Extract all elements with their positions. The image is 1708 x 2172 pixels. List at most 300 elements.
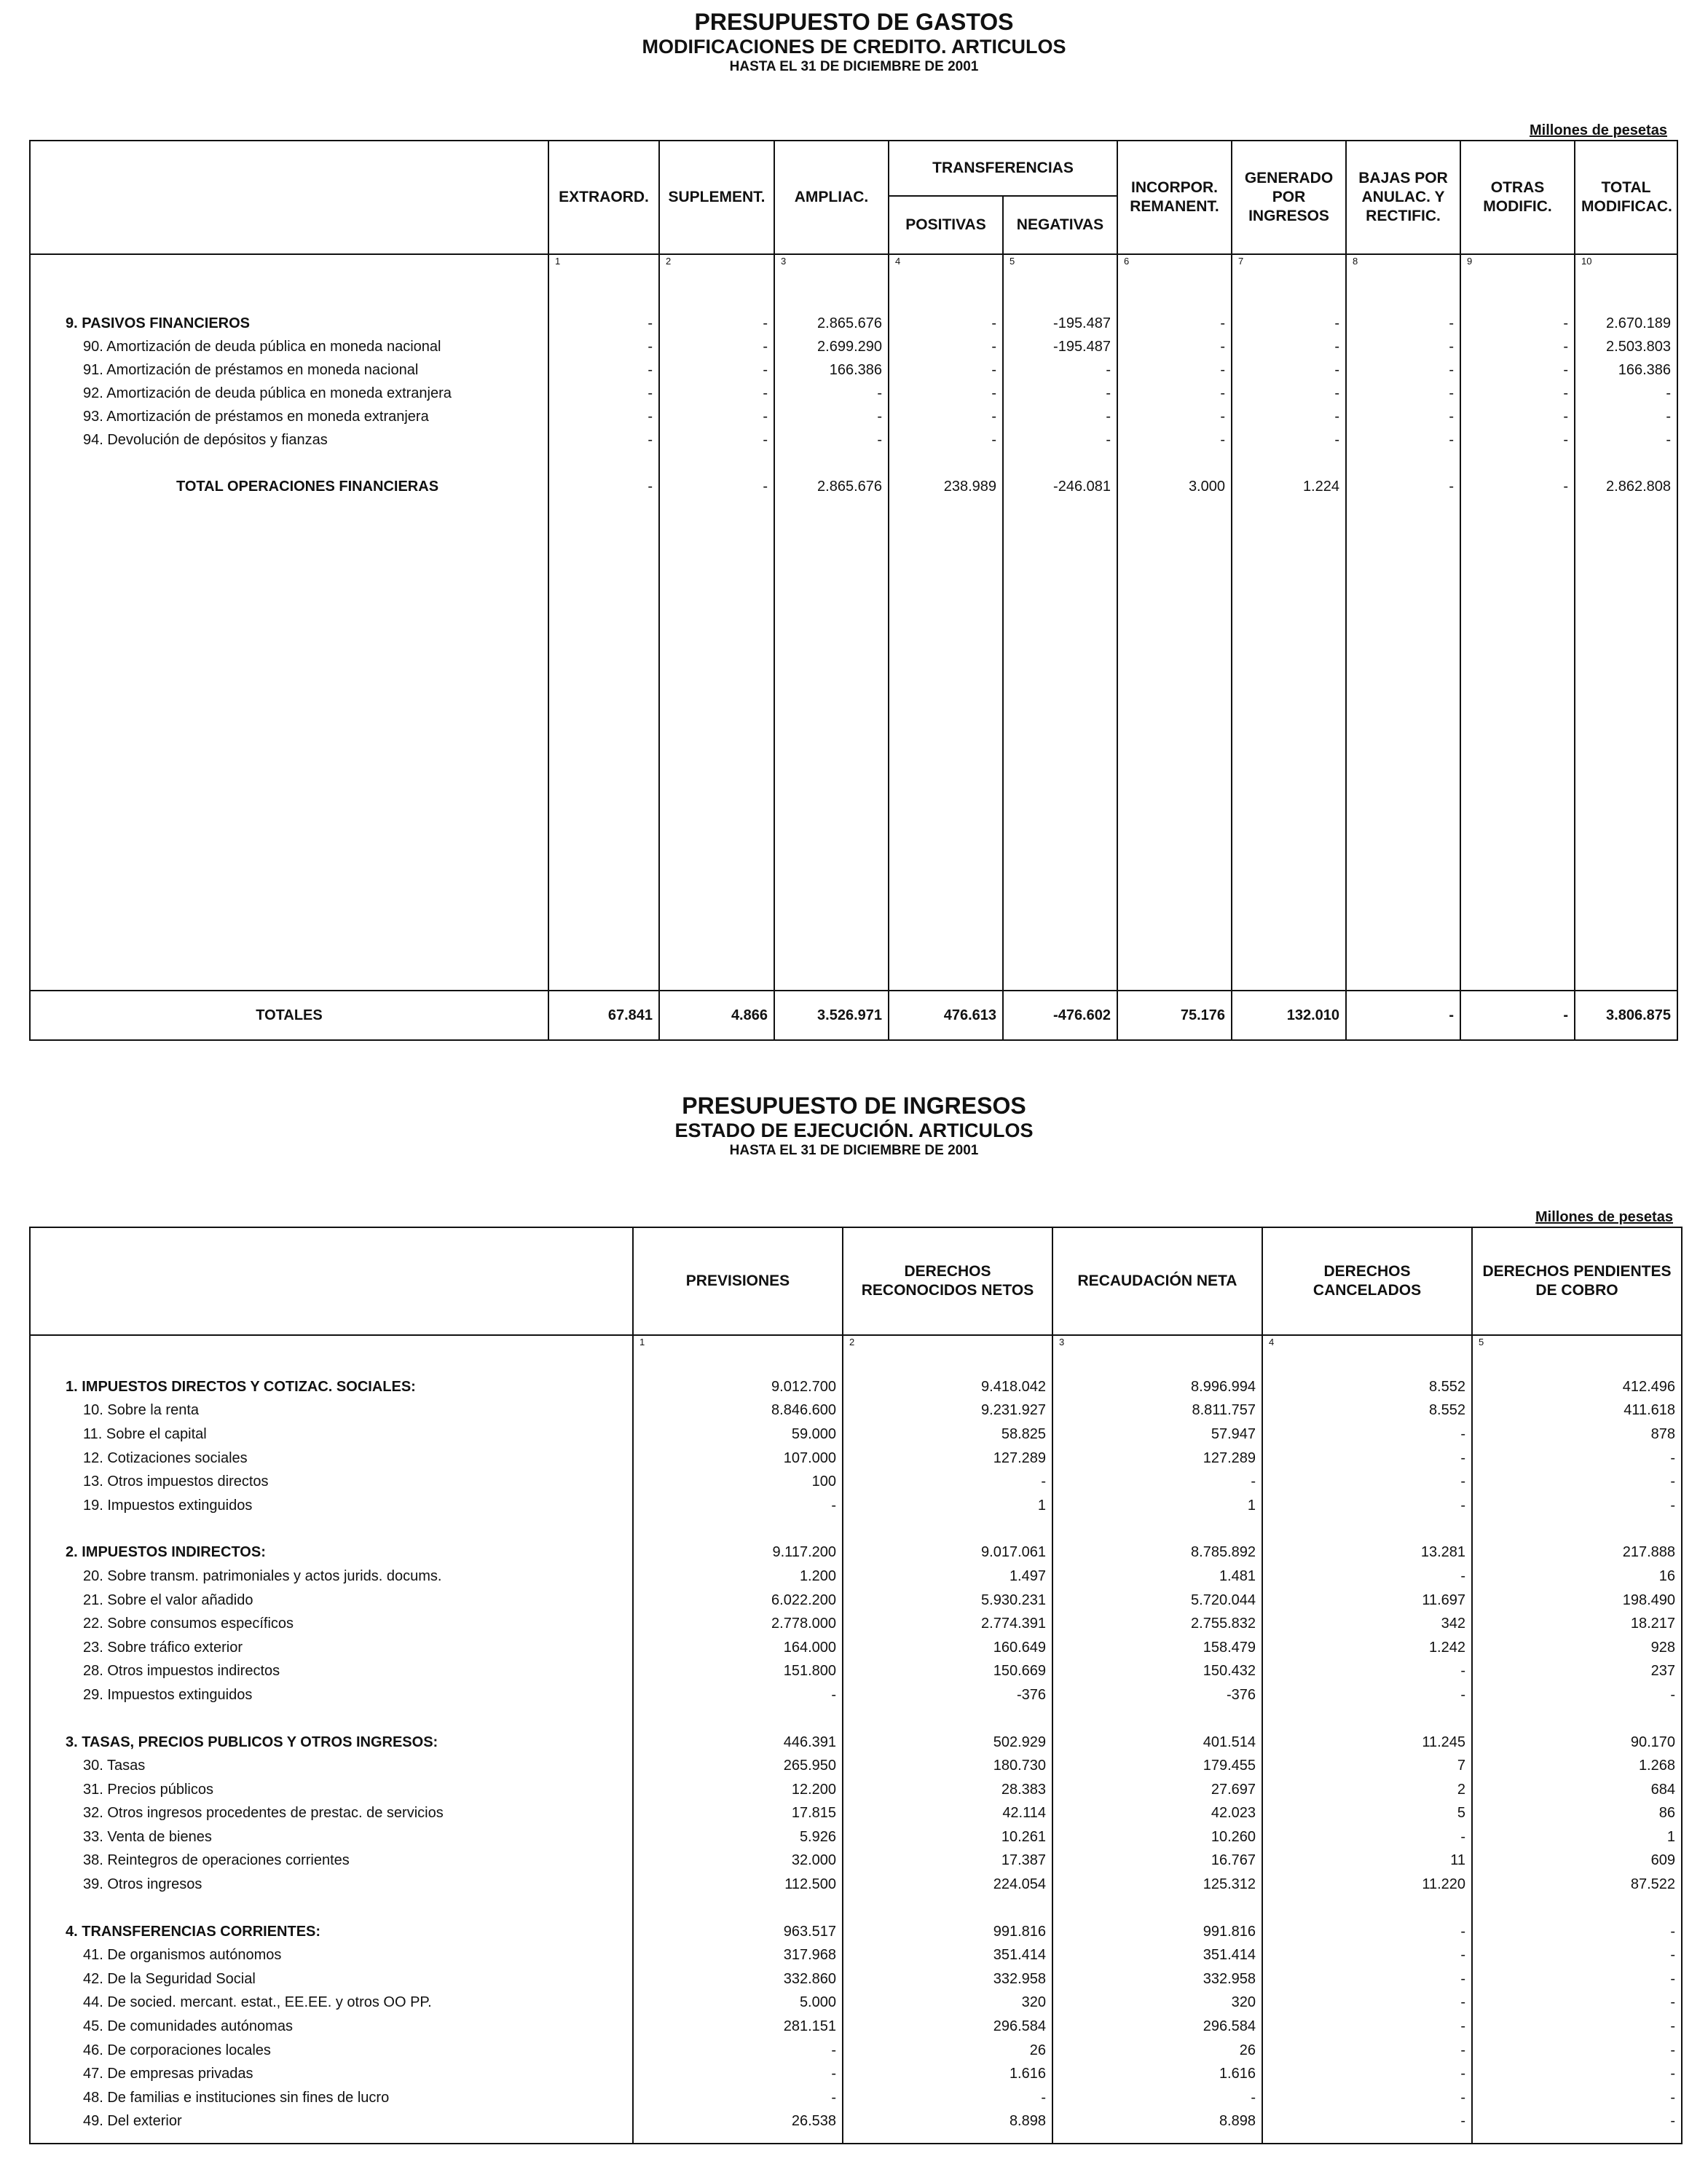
ingresos-cell: - (1472, 2086, 1682, 2110)
ingresos-cell: 5 (1262, 1802, 1472, 1826)
ingresos-cell: - (1262, 1825, 1472, 1849)
ingresos-row-label: 4. TRANSFERENCIAS CORRIENTES: (30, 1920, 633, 1944)
spacer-cell (1052, 1707, 1262, 1731)
ingresos-cell: 28.383 (843, 1778, 1052, 1802)
ingresos-cell: 26.538 (633, 2110, 843, 2134)
gastos-cell: - (1460, 358, 1575, 382)
ingresos-titles (0, 1093, 1708, 1160)
ingresos-row (30, 1447, 1682, 1471)
ingresos-cell: - (1472, 1494, 1682, 1518)
gastos-header-negativas: NEGATIVAS (1003, 196, 1117, 254)
spacer-cell (1346, 452, 1460, 475)
ingresos-cell: 9.017.061 (843, 1541, 1052, 1565)
gastos-cell: - (1232, 428, 1346, 452)
ingresos-cell: 9.117.200 (633, 1541, 843, 1565)
gastos-col-number: 8 (1346, 254, 1460, 268)
ingresos-cell: 217.888 (1472, 1541, 1682, 1565)
ingresos-row-label: 23. Sobre tráfico exterior (30, 1636, 633, 1660)
gastos-cell: - (1460, 335, 1575, 358)
ingresos-cell: 127.289 (843, 1447, 1052, 1471)
spacer-cell (1262, 1707, 1472, 1731)
gastos-cell: 166.386 (1575, 358, 1677, 382)
gastos-col-number: 5 (1003, 254, 1117, 268)
ingresos-cell: 100 (633, 1470, 843, 1494)
ingresos-row-label: 30. Tasas (30, 1754, 633, 1778)
spacer-cell (659, 452, 774, 475)
gastos-cell: - (1232, 405, 1346, 428)
ingresos-cell: - (1052, 1470, 1262, 1494)
ingresos-row (30, 1470, 1682, 1494)
spacer-cell (633, 2133, 843, 2144)
ingresos-cell: 17.815 (633, 1802, 843, 1826)
spacer-cell (1575, 452, 1677, 475)
gastos-cell: - (1575, 428, 1677, 452)
ingresos-row (30, 1565, 1682, 1589)
ingresos-row-label: 33. Venta de bienes (30, 1825, 633, 1849)
ingresos-row-label: 28. Otros impuestos indirectos (30, 1660, 633, 1684)
gastos-total-cell: 4.866 (659, 991, 774, 1040)
gastos-row-label: 90. Amortización de deuda pública en moneda nacional (30, 335, 548, 358)
ingresos-col-number: 1 (633, 1335, 843, 1349)
ingresos-cell: 878 (1472, 1423, 1682, 1447)
gastos-cell: - (774, 405, 889, 428)
gastos-cell: - (1346, 382, 1460, 405)
gastos-cell: - (659, 335, 774, 358)
ingresos-header-previsiones: PREVISIONES (633, 1227, 843, 1335)
spacer-cell (774, 452, 889, 475)
ingresos-cell: - (1262, 1683, 1472, 1707)
ingresos-cell: 265.950 (633, 1754, 843, 1778)
ingresos-row-label: 2. IMPUESTOS INDIRECTOS: (30, 1541, 633, 1565)
ingresos-cell: 351.414 (1052, 1943, 1262, 1967)
ingresos-cell: 5.926 (633, 1825, 843, 1849)
ingresos-cell: 164.000 (633, 1636, 843, 1660)
ingresos-cell: - (1262, 2086, 1472, 2110)
gastos-col-number: 2 (659, 254, 774, 268)
ingresos-cell: 59.000 (633, 1423, 843, 1447)
gastos-total-cell: 75.176 (1117, 991, 1232, 1040)
spacer-cell (659, 268, 774, 312)
spacer-cell (1117, 268, 1232, 312)
gastos-cell: -195.487 (1003, 312, 1117, 335)
gastos-cell: - (889, 312, 1003, 335)
gastos-row (30, 312, 1677, 335)
ingresos-row (30, 2062, 1682, 2086)
gastos-cell: - (1003, 382, 1117, 405)
spacer-cell (1003, 452, 1117, 475)
ingresos-cell: - (633, 1494, 843, 1518)
ingresos-spacer (30, 1518, 1682, 1541)
ingresos-title: PRESUPUESTO DE INGRESOS (682, 1093, 1026, 1119)
ingresos-cell: - (1262, 1920, 1472, 1944)
ingresos-cell: - (1472, 2015, 1682, 2039)
gastos-col-number: 4 (889, 254, 1003, 268)
ingresos-cell: 8.785.892 (1052, 1541, 1262, 1565)
ingresos-spacer (30, 1707, 1682, 1731)
ingresos-cell: 12.200 (633, 1778, 843, 1802)
ingresos-cell: 27.697 (1052, 1778, 1262, 1802)
ingresos-cell: - (1262, 1660, 1472, 1684)
spacer-cell (548, 498, 659, 991)
ingresos-cell: 10.260 (1052, 1825, 1262, 1849)
gastos-cell: - (548, 312, 659, 335)
spacer-cell (30, 1707, 633, 1731)
ingresos-cell: 6.022.200 (633, 1589, 843, 1613)
ingresos-cell: 502.929 (843, 1731, 1052, 1755)
gastos-cell: - (889, 428, 1003, 452)
gastos-totals-label: TOTALES (30, 991, 548, 1040)
ingresos-cell: - (1262, 1494, 1472, 1518)
spacer-cell (843, 2133, 1052, 2144)
ingresos-cell: - (843, 1470, 1052, 1494)
gastos-cell: - (774, 382, 889, 405)
gastos-title: PRESUPUESTO DE GASTOS (694, 9, 1014, 35)
ingresos-cell: 179.455 (1052, 1754, 1262, 1778)
gastos-cell: 1.224 (1232, 475, 1346, 498)
ingresos-col-number: 2 (843, 1335, 1052, 1349)
ingresos-cell: 11.697 (1262, 1589, 1472, 1613)
spacer-cell (1262, 2133, 1472, 2144)
spacer-cell (633, 1349, 843, 1375)
ingresos-cell: - (633, 2062, 843, 2086)
gastos-header-positivas: POSITIVAS (889, 196, 1003, 254)
spacer-cell (633, 1897, 843, 1920)
gastos-cell: - (1117, 405, 1232, 428)
spacer-cell (1575, 268, 1677, 312)
gastos-total-cell: 132.010 (1232, 991, 1346, 1040)
ingresos-cell: - (1262, 1447, 1472, 1471)
gastos-cell: - (1117, 428, 1232, 452)
gastos-header-transferencias: TRANSFERENCIAS (889, 141, 1117, 196)
spacer-cell (1346, 268, 1460, 312)
spacer-cell (1472, 1707, 1682, 1731)
ingresos-cell: - (1472, 1943, 1682, 1967)
ingresos-row (30, 1399, 1682, 1423)
gastos-cell: - (1003, 405, 1117, 428)
ingresos-cell: 158.479 (1052, 1636, 1262, 1660)
ingresos-cell: - (1262, 2062, 1472, 2086)
ingresos-row (30, 1423, 1682, 1447)
gastos-cell: 2.865.676 (774, 475, 889, 498)
ingresos-cell: 991.816 (843, 1920, 1052, 1944)
ingresos-cell: - (1472, 1920, 1682, 1944)
ingresos-row-label: 13. Otros impuestos directos (30, 1470, 633, 1494)
ingresos-row (30, 2086, 1682, 2110)
ingresos-cell: 9.418.042 (843, 1375, 1052, 1399)
gastos-cell: - (774, 428, 889, 452)
spacer-cell (843, 1897, 1052, 1920)
gastos-header-incorpor: INCORPOR. REMANENT. (1117, 141, 1232, 254)
spacer-cell (889, 498, 1003, 991)
spacer-cell (30, 268, 548, 312)
ingresos-col-number: 3 (1052, 1335, 1262, 1349)
ingresos-cell: - (1472, 2110, 1682, 2134)
gastos-row-label: 94. Devolución de depósitos y fianzas (30, 428, 548, 452)
ingresos-cell: 11.245 (1262, 1731, 1472, 1755)
ingresos-cell: 180.730 (843, 1754, 1052, 1778)
gastos-cell: 2.503.803 (1575, 335, 1677, 358)
gastos-row (30, 428, 1677, 452)
ingresos-cell: 26 (843, 2039, 1052, 2063)
ingresos-cell: - (1262, 2039, 1472, 2063)
ingresos-cell: - (1262, 1423, 1472, 1447)
ingresos-row (30, 1873, 1682, 1897)
gastos-total-cell: 67.841 (548, 991, 659, 1040)
gastos-cell: - (1003, 358, 1117, 382)
spacer-cell (889, 268, 1003, 312)
ingresos-cell: - (633, 2086, 843, 2110)
ingresos-row (30, 1541, 1682, 1565)
gastos-col-number: 10 (1575, 254, 1677, 268)
gastos-total-cell: 476.613 (889, 991, 1003, 1040)
spacer-cell (633, 1707, 843, 1731)
gastos-cell: - (1117, 382, 1232, 405)
gastos-row (30, 358, 1677, 382)
gastos-cell: - (1460, 475, 1575, 498)
ingresos-cell: 8.552 (1262, 1375, 1472, 1399)
spacer-cell (548, 268, 659, 312)
gastos-cell: - (1346, 312, 1460, 335)
gastos-row-label: 92. Amortización de deuda pública en moneda extranjera (30, 382, 548, 405)
ingresos-row (30, 2015, 1682, 2039)
ingresos-cell: 332.958 (843, 1967, 1052, 1991)
ingresos-cell: - (1472, 1470, 1682, 1494)
ingresos-row (30, 1943, 1682, 1967)
ingresos-row (30, 1660, 1682, 1684)
gastos-spacer (30, 268, 1677, 312)
ingresos-cell: 411.618 (1472, 1399, 1682, 1423)
spacer-cell (1460, 268, 1575, 312)
gastos-cell: - (889, 335, 1003, 358)
ingresos-cell: 107.000 (633, 1447, 843, 1471)
gastos-cell: -246.081 (1003, 475, 1117, 498)
gastos-total-cell: 3.526.971 (774, 991, 889, 1040)
ingresos-cell: 296.584 (1052, 2015, 1262, 2039)
ingresos-spacer (30, 2133, 1682, 2144)
gastos-col-number: 1 (548, 254, 659, 268)
ingresos-row (30, 1991, 1682, 2015)
ingresos-cell: 17.387 (843, 1849, 1052, 1873)
ingresos-cell: 13.281 (1262, 1541, 1472, 1565)
ingresos-date: HASTA EL 31 DE DICIEMBRE DE 2001 (729, 1143, 979, 1158)
spacer-cell (774, 498, 889, 991)
gastos-filler (30, 498, 1677, 991)
ingresos-cell: 446.391 (633, 1731, 843, 1755)
spacer-cell (889, 452, 1003, 475)
ingresos-row-label: 44. De socied. mercant. estat., EE.EE. y otros OO PP. (30, 1991, 633, 2015)
gastos-cell: - (659, 475, 774, 498)
gastos-cell: - (1346, 335, 1460, 358)
gastos-cell: - (548, 335, 659, 358)
ingresos-row-label: 22. Sobre consumos específicos (30, 1612, 633, 1636)
ingresos-cell: -376 (1052, 1683, 1262, 1707)
ingresos-row (30, 1754, 1682, 1778)
ingresos-row-label: 39. Otros ingresos (30, 1873, 633, 1897)
gastos-cell: - (889, 358, 1003, 382)
ingresos-cell: 16 (1472, 1565, 1682, 1589)
ingresos-cell: - (1262, 1470, 1472, 1494)
ingresos-cell: 8.898 (843, 2110, 1052, 2134)
ingresos-cell: 281.151 (633, 2015, 843, 2039)
ingresos-cell: - (1472, 2039, 1682, 2063)
ingresos-header-cancelados: DERECHOS CANCELADOS (1262, 1227, 1472, 1335)
ingresos-row (30, 1731, 1682, 1755)
gastos-cell: - (659, 312, 774, 335)
ingresos-cell: 5.000 (633, 1991, 843, 2015)
spacer-cell (1052, 1518, 1262, 1541)
ingresos-cell: - (1472, 1991, 1682, 2015)
spacer-cell (843, 1349, 1052, 1375)
gastos-col-number: 6 (1117, 254, 1232, 268)
ingresos-row (30, 1802, 1682, 1826)
spacer-cell (774, 268, 889, 312)
gastos-cell: 2.862.808 (1575, 475, 1677, 498)
ingresos-cell: 9.231.927 (843, 1399, 1052, 1423)
spacer-cell (1460, 498, 1575, 991)
ingresos-cell: 198.490 (1472, 1589, 1682, 1613)
ingresos-row-label: 20. Sobre transm. patrimoniales y actos jurids. docums. (30, 1565, 633, 1589)
gastos-cell: 3.000 (1117, 475, 1232, 498)
ingresos-row-label: 38. Reintegros de operaciones corrientes (30, 1849, 633, 1873)
ingresos-cell: 317.968 (633, 1943, 843, 1967)
ingresos-cell: 1 (1052, 1494, 1262, 1518)
gastos-cell: - (548, 475, 659, 498)
spacer-cell (1472, 1897, 1682, 1920)
ingresos-row (30, 1636, 1682, 1660)
gastos-header-suplement: SUPLEMENT. (659, 141, 774, 254)
ingresos-cell: 11 (1262, 1849, 1472, 1873)
ingresos-cell: - (1262, 1943, 1472, 1967)
ingresos-cell: 8.811.757 (1052, 1399, 1262, 1423)
ingresos-cell: 2 (1262, 1778, 1472, 1802)
gastos-row (30, 382, 1677, 405)
ingresos-cell: 26 (1052, 2039, 1262, 2063)
ingresos-cell: 58.825 (843, 1423, 1052, 1447)
gastos-cell: - (889, 382, 1003, 405)
gastos-header-otras: OTRAS MODIFIC. (1460, 141, 1575, 254)
ingresos-cell: 18.217 (1472, 1612, 1682, 1636)
ingresos-row (30, 1589, 1682, 1613)
ingresos-row (30, 2110, 1682, 2134)
spacer-cell (1117, 498, 1232, 991)
ingresos-row (30, 2039, 1682, 2063)
ingresos-row-label: 11. Sobre el capital (30, 1423, 633, 1447)
ingresos-units: Millones de pesetas (1535, 1209, 1673, 1225)
ingresos-cell: - (633, 2039, 843, 2063)
gastos-cell: - (659, 428, 774, 452)
gastos-cell: 2.670.189 (1575, 312, 1677, 335)
spacer-cell (1117, 452, 1232, 475)
spacer-cell (1575, 498, 1677, 991)
ingresos-cell: 224.054 (843, 1873, 1052, 1897)
ingresos-cell: - (1262, 1967, 1472, 1991)
ingresos-subtitle: ESTADO DE EJECUCIÓN. ARTICULOS (674, 1120, 1034, 1141)
ingresos-cell: -376 (843, 1683, 1052, 1707)
ingresos-row (30, 1920, 1682, 1944)
ingresos-cell: 5.930.231 (843, 1589, 1052, 1613)
gastos-cell: - (1460, 428, 1575, 452)
ingresos-cell: 1 (843, 1494, 1052, 1518)
gastos-cell: - (548, 405, 659, 428)
spacer-cell (1346, 498, 1460, 991)
gastos-cell: 2.699.290 (774, 335, 889, 358)
spacer-cell (30, 498, 548, 991)
ingresos-row-label: 1. IMPUESTOS DIRECTOS Y COTIZAC. SOCIALES: (30, 1375, 633, 1399)
gastos-cell: - (1117, 312, 1232, 335)
ingresos-cell: 16.767 (1052, 1849, 1262, 1873)
gastos-cell: - (1575, 382, 1677, 405)
gastos-cell: - (548, 382, 659, 405)
gastos-cell: - (1232, 335, 1346, 358)
ingresos-cell: 11.220 (1262, 1873, 1472, 1897)
spacer-cell (1003, 268, 1117, 312)
gastos-row (30, 405, 1677, 428)
spacer-cell (548, 452, 659, 475)
ingresos-cell: - (1472, 2062, 1682, 2086)
ingresos-cell: 127.289 (1052, 1447, 1262, 1471)
gastos-cell: - (659, 405, 774, 428)
ingresos-cell: 332.958 (1052, 1967, 1262, 1991)
ingresos-cell: 1 (1472, 1825, 1682, 1849)
ingresos-cell: 1.268 (1472, 1754, 1682, 1778)
ingresos-cell: 42.114 (843, 1802, 1052, 1826)
ingresos-row-label: 41. De organismos autónomos (30, 1943, 633, 1967)
ingresos-cell: 87.522 (1472, 1873, 1682, 1897)
gastos-row-label: 9. PASIVOS FINANCIEROS (30, 312, 548, 335)
gastos-col-number: 3 (774, 254, 889, 268)
ingresos-cell: - (633, 1683, 843, 1707)
ingresos-row-label: 29. Impuestos extinguidos (30, 1683, 633, 1707)
gastos-row (30, 335, 1677, 358)
gastos-cell: - (548, 358, 659, 382)
ingresos-cell: 991.816 (1052, 1920, 1262, 1944)
ingresos-cell: 1.616 (1052, 2062, 1262, 2086)
ingresos-cell: 2.774.391 (843, 1612, 1052, 1636)
gastos-index-row (30, 254, 1677, 268)
gastos-header-extraord: EXTRAORD. (548, 141, 659, 254)
spacer-cell (1052, 2133, 1262, 2144)
ingresos-cell: 151.800 (633, 1660, 843, 1684)
spacer-cell (1052, 1897, 1262, 1920)
gastos-header-ampliac: AMPLIAC. (774, 141, 889, 254)
ingresos-cell: 90.170 (1472, 1731, 1682, 1755)
gastos-header-bajas: BAJAS POR ANULAC. Y RECTIFIC. (1346, 141, 1460, 254)
ingresos-row (30, 1778, 1682, 1802)
spacer-cell (843, 1707, 1052, 1731)
ingresos-cell: 150.669 (843, 1660, 1052, 1684)
gastos-header-total: TOTAL MODIFICAC. (1575, 141, 1677, 254)
gastos-row-label: 93. Amortización de préstamos en moneda extranjera (30, 405, 548, 428)
ingresos-row-label: 42. De la Seguridad Social (30, 1967, 633, 1991)
gastos-cell: - (1232, 358, 1346, 382)
spacer-cell (1262, 1518, 1472, 1541)
gastos-col-number: 7 (1232, 254, 1346, 268)
gastos-cell: -195.487 (1003, 335, 1117, 358)
ingresos-cell: 8.898 (1052, 2110, 1262, 2134)
spacer-cell (843, 1518, 1052, 1541)
spacer-cell (1262, 1349, 1472, 1375)
gastos-header-generado: GENERADO POR INGRESOS (1232, 141, 1346, 254)
gastos-cell: - (659, 358, 774, 382)
gastos-date: HASTA EL 31 DE DICIEMBRE DE 2001 (729, 59, 979, 74)
gastos-cell: - (1232, 312, 1346, 335)
ingresos-row-label: 45. De comunidades autónomas (30, 2015, 633, 2039)
ingresos-cell: 412.496 (1472, 1375, 1682, 1399)
spacer-cell (30, 1897, 633, 1920)
ingresos-cell: 86 (1472, 1802, 1682, 1826)
ingresos-spacer (30, 1349, 1682, 1375)
ingresos-row (30, 1612, 1682, 1636)
